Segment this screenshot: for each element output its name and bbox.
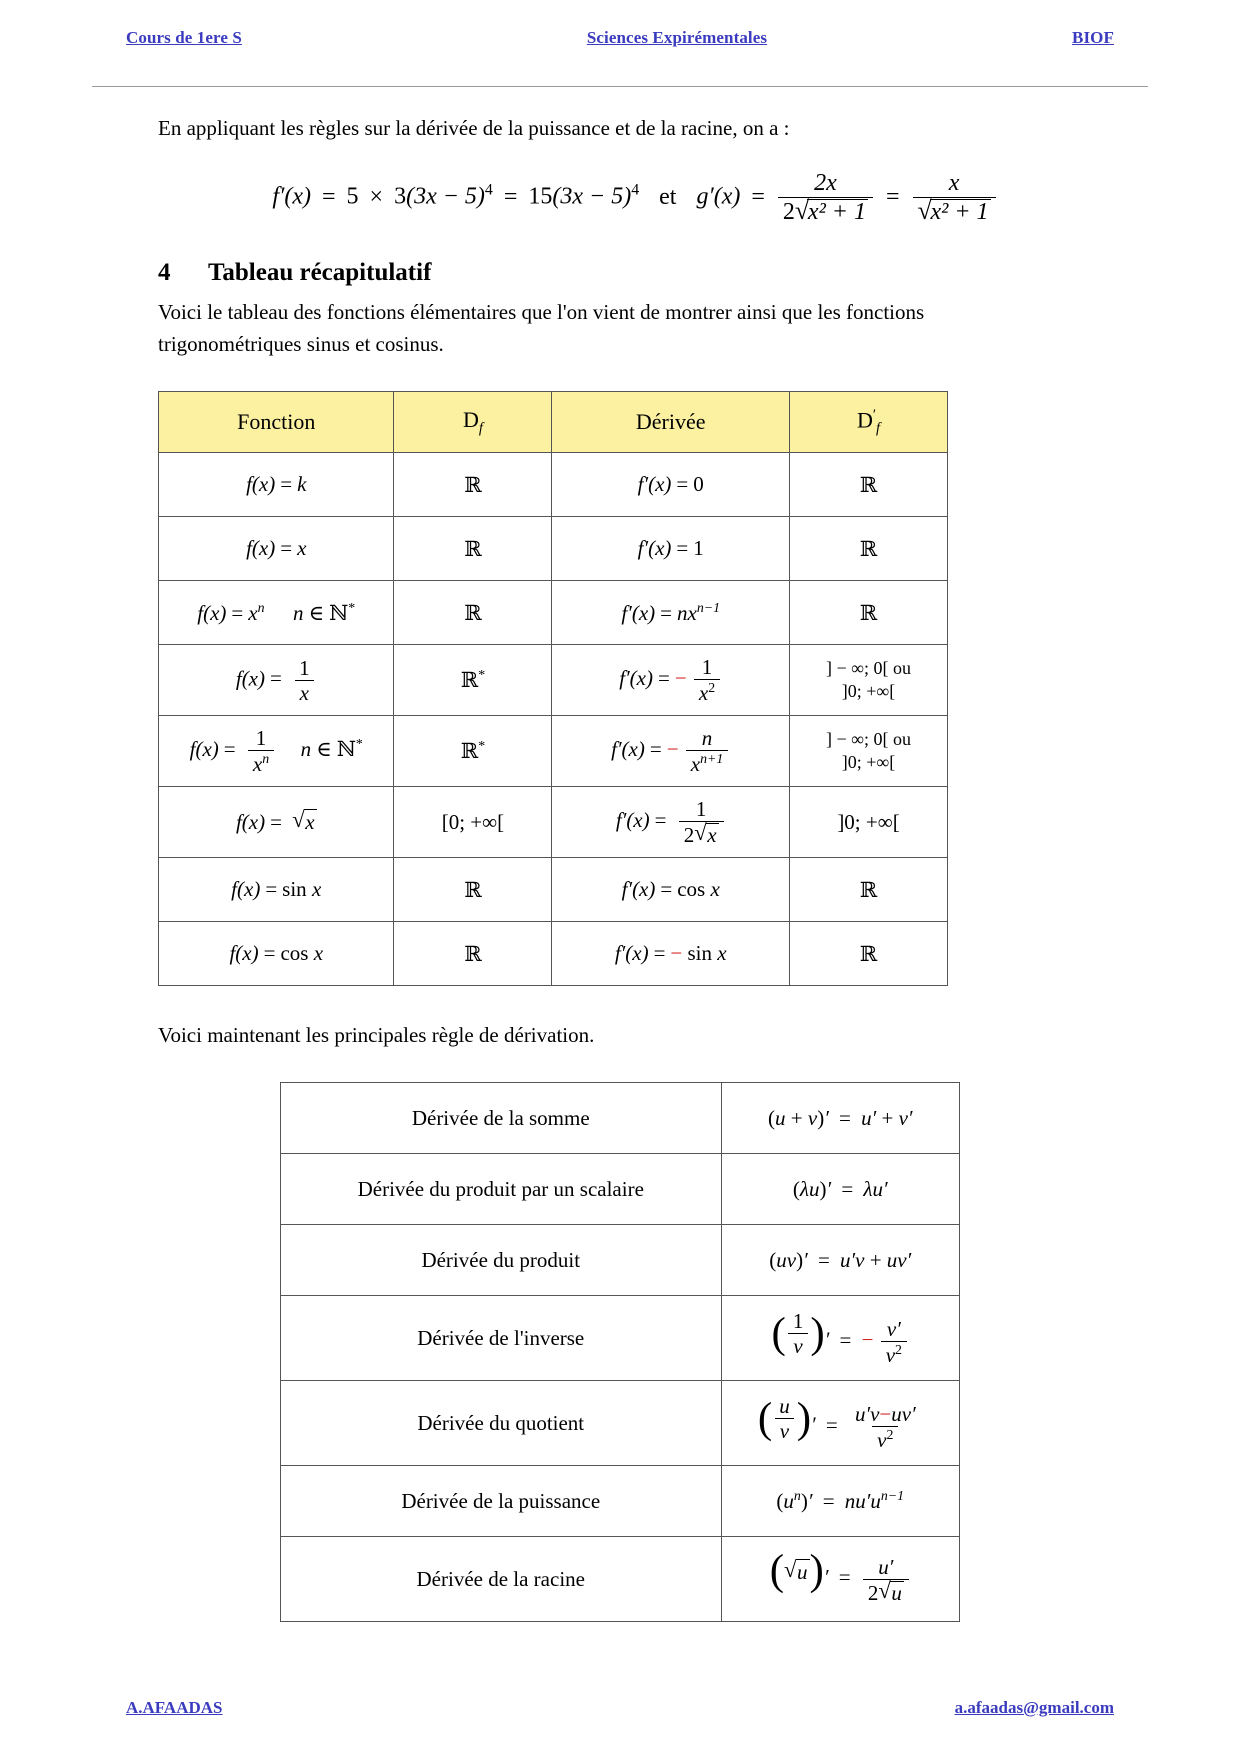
- eq-den-2: [913, 197, 996, 225]
- tok-xparen: (x): [251, 536, 276, 561]
- minus-sign: −: [670, 941, 683, 966]
- tok-x: x: [311, 877, 322, 902]
- display-equation: $f'(x) = 5 \times 3(3x - 5)^4 = 15(3x - 5)^4$ et g′(x) = $\frac{2x}{\text{2 √ x² + 1}}$ = x √ x² + 1: [92, 171, 1148, 225]
- tok-eq: =: [660, 600, 672, 625]
- tok-n: n: [300, 736, 312, 761]
- header-dfp-prime-mark: ′: [872, 406, 877, 423]
- rules-intro-paragraph: Voici maintenant les principales règle de dérivation.: [158, 1023, 595, 1048]
- tok-f: f: [197, 600, 204, 625]
- tok-f: f: [637, 472, 644, 497]
- tok-f: f: [619, 665, 626, 690]
- minus-sign: −: [674, 665, 687, 690]
- cell-fonction: [159, 581, 394, 645]
- eq-equals-2: =: [503, 183, 518, 210]
- tok-f: f: [614, 941, 621, 966]
- cell-domain: ℝ: [394, 581, 552, 645]
- tok-eq: =: [263, 941, 276, 966]
- table-row: [159, 645, 948, 716]
- eq-den-2-rad: x² + 1: [930, 199, 989, 226]
- rule-label: Dérivée du quotient: [281, 1381, 722, 1466]
- cell-domain-prime: ℝ: [790, 581, 948, 645]
- cell-domain: ℝ: [394, 922, 552, 986]
- rule-label: Dérivée de la somme: [281, 1083, 722, 1154]
- rule-label: Dérivée de l'inverse: [281, 1296, 722, 1381]
- tok-N: ℕ: [336, 736, 356, 761]
- tok-R: ℝ: [460, 668, 479, 693]
- tok-eq: =: [270, 665, 282, 690]
- tok-two: 2: [683, 823, 695, 848]
- header-df: [394, 392, 552, 453]
- sqrt-icon: √ u: [784, 1559, 810, 1585]
- tok-f: f: [246, 472, 252, 497]
- cell-domain: ℝ: [394, 858, 552, 922]
- tok-eq: =: [657, 665, 670, 690]
- cell-fonction: [159, 787, 394, 858]
- tok-eq: =: [676, 472, 689, 497]
- cell-derivee: f′(x) = 0: [552, 453, 790, 517]
- tok-x: x: [248, 600, 258, 625]
- eq-num-1: 2x: [814, 169, 837, 196]
- cell-domain-prime: [790, 645, 948, 716]
- header-left: Cours de 1ere S: [126, 28, 242, 47]
- tok-star: *: [355, 735, 363, 751]
- frac-den: [694, 679, 720, 704]
- tok-exp-n: n: [262, 751, 270, 767]
- tok-star: *: [478, 738, 486, 754]
- tok-xparen: (x): [241, 665, 265, 690]
- frac-num: 1: [695, 797, 707, 822]
- eq-equals-4: =: [885, 183, 900, 210]
- eq-equals-3: =: [751, 183, 765, 210]
- eq-equals-1: =: [321, 183, 336, 210]
- eq-conjunction: et: [659, 183, 677, 210]
- table-row: [281, 1154, 960, 1225]
- tok-x: x: [707, 823, 717, 848]
- header-derivee: Dérivée: [552, 392, 790, 453]
- tok-eq: =: [270, 810, 282, 835]
- tok-two: 2: [708, 680, 716, 696]
- eq-fraction-2: [913, 171, 996, 225]
- cell-derivee: f′(x) = 1: [552, 517, 790, 581]
- tok-eq: =: [676, 536, 689, 561]
- tok-xparen: (x): [648, 536, 672, 561]
- eq-num-2: x: [948, 169, 960, 196]
- eq-f-arg: (x): [284, 183, 311, 210]
- tok-exp-np1: n+1: [700, 751, 724, 767]
- tok-xparen: (x): [632, 877, 656, 902]
- sqrt-icon: [292, 809, 316, 835]
- tok-x: x: [252, 752, 263, 777]
- tok-exp-nm1: n−1: [696, 599, 721, 615]
- section-title: Tableau récapitulatif: [208, 259, 432, 287]
- tok-f: f: [615, 807, 622, 832]
- derivatives-table: [158, 391, 948, 986]
- table-row: [281, 1083, 960, 1154]
- cell-domain-prime: ℝ: [790, 858, 948, 922]
- sqrt-icon: [694, 823, 718, 846]
- tok-xparen: (x): [625, 941, 649, 966]
- rule-formula: (u + v)′ = u′ + v′: [721, 1083, 960, 1154]
- fraction: [294, 657, 315, 704]
- tok-eq: =: [265, 877, 278, 902]
- tok-f: f: [611, 736, 617, 761]
- tok-exp-n: n: [257, 599, 265, 615]
- interval-line-2: ]0; +∞[: [841, 681, 896, 702]
- rule-formula: ( √ u ) ′ = $\frac{u'}{2 √ u}$: [721, 1537, 960, 1622]
- table-row: [281, 1381, 960, 1466]
- cell-fonction: [159, 453, 394, 517]
- section-heading: [158, 259, 1148, 287]
- tok-x: x: [313, 941, 324, 966]
- footer-email[interactable]: a.afaadas@gmail.com: [954, 1698, 1114, 1717]
- cell-domain: [394, 645, 552, 716]
- frac-num: 1: [255, 726, 267, 751]
- table-header-row: [159, 392, 948, 453]
- rule-label: Dérivée de la racine: [281, 1537, 722, 1622]
- header-dfp-letter: D: [856, 407, 873, 433]
- rule-label: Dérivée du produit: [281, 1225, 722, 1296]
- tok-f: f: [235, 810, 242, 835]
- eq-base-1: (3x − 5): [406, 183, 485, 210]
- cell-derivee: f′(x) = − sin x: [552, 922, 790, 986]
- interval-line-1: ] − ∞; 0[ ou: [826, 658, 911, 679]
- table-row: [159, 716, 948, 787]
- tok-f: f: [231, 877, 238, 902]
- minus-sign: −: [666, 736, 679, 761]
- tok-f: f: [235, 665, 242, 690]
- cell-domain-prime: ℝ: [790, 922, 948, 986]
- frac-den: [686, 750, 729, 775]
- tok-x: x: [687, 600, 697, 625]
- frac-num: 1: [299, 655, 310, 680]
- tok-sin: sin: [282, 877, 307, 902]
- cell-domain-prime: [790, 716, 948, 787]
- sqrt-icon: [795, 199, 868, 225]
- tok-k: k: [297, 472, 307, 497]
- tok-f: f: [621, 877, 628, 902]
- eq-g: g: [696, 183, 709, 210]
- table-row: [281, 1296, 960, 1381]
- eq-three: 3: [394, 183, 407, 210]
- table-row: [281, 1225, 960, 1296]
- cell-fonction: [159, 716, 394, 787]
- interval-line-2: ]0; +∞[: [841, 752, 896, 773]
- tok-x: x: [698, 681, 709, 706]
- rule-formula: ( $\frac{1}{v}$ ) ′ = − $\frac{v'}{v^2}$: [721, 1296, 960, 1381]
- rule-formula: (λu)′ = λu′: [721, 1154, 960, 1225]
- header-dfp-sub: f: [876, 420, 881, 437]
- cell-derivee: f′(x) = cos x: [552, 858, 790, 922]
- table-row: [159, 787, 948, 858]
- tok-xparen: (x): [621, 736, 645, 761]
- header-rule: [92, 86, 1148, 87]
- tok-x: x: [305, 810, 315, 835]
- tok-f: f: [229, 941, 236, 966]
- tok-zero: 0: [693, 472, 704, 497]
- table-row: [159, 581, 948, 645]
- tok-eq: =: [223, 736, 236, 761]
- tok-eq: =: [660, 877, 673, 902]
- cell-fonction: [159, 645, 394, 716]
- tok-f: f: [189, 736, 196, 761]
- cell-derivee: f′(x) = − $\frac{1}{x^2}$: [552, 645, 790, 716]
- rule-label: Dérivée de la puissance: [281, 1466, 722, 1537]
- tok-xparen: (x): [648, 472, 672, 497]
- eq-den-1: [778, 197, 873, 225]
- fraction: [248, 727, 274, 775]
- section-number: 4: [158, 259, 171, 287]
- eq-f: f: [272, 183, 280, 210]
- header-df-sub: f: [478, 420, 483, 437]
- tok-x: x: [717, 941, 727, 966]
- fraction: [686, 727, 729, 775]
- tok-eq: =: [280, 472, 293, 497]
- fraction: [694, 656, 720, 704]
- eq-fraction-1: [778, 171, 873, 225]
- header-df-prime: [790, 392, 948, 453]
- tok-R: ℝ: [460, 739, 479, 764]
- cell-domain: ℝ: [394, 453, 552, 517]
- tok-cos: cos: [280, 941, 309, 966]
- eq-g-arg: (x): [713, 183, 741, 210]
- tok-xparen: (x): [251, 472, 276, 497]
- cell-derivee: f′(x) = $\frac{1}{2 √ x}$: [552, 787, 790, 858]
- eq-exp-2: 4: [631, 181, 640, 199]
- frac-num: n: [701, 726, 713, 751]
- tok-sin: sin: [687, 941, 713, 966]
- cell-domain-prime: ℝ: [790, 453, 948, 517]
- tok-cos: cos: [677, 877, 706, 902]
- header-fonction: Fonction: [159, 392, 394, 453]
- page-header: [92, 28, 1148, 48]
- table-row: [159, 922, 948, 986]
- cell-domain: [394, 716, 552, 787]
- tok-x: x: [690, 752, 701, 777]
- eq-den-1-rad: x² + 1: [807, 199, 866, 226]
- cell-derivee: f′(x) = − $\frac{n}{x^{n+1}}$: [552, 716, 790, 787]
- cell-fonction: [159, 922, 394, 986]
- tok-xparen: (x): [631, 600, 656, 625]
- fraction: [679, 798, 724, 846]
- tok-xparen: (x): [629, 665, 653, 690]
- rule-formula: $(u^n)' = nu'u^{n-1}$: [721, 1466, 960, 1537]
- tok-n: n: [676, 600, 688, 625]
- tok-one: 1: [693, 536, 704, 561]
- tok-eq: =: [654, 807, 667, 832]
- table-row: [159, 517, 948, 581]
- frac-den: [248, 750, 274, 775]
- rule-formula: ( $\frac{u}{v}$ ) ′ = $\frac{u'v-uv'}{v^2}$: [721, 1381, 960, 1466]
- tok-xparen: (x): [235, 941, 259, 966]
- rule-formula: (uv)′ = u′v + uv′: [721, 1225, 960, 1296]
- eq-five: 5: [346, 183, 359, 210]
- cell-domain-prime: ]0; +∞[: [790, 787, 948, 858]
- sqrt-icon: √ u: [878, 1581, 904, 1604]
- tok-eq: =: [649, 736, 662, 761]
- cell-domain-prime: ℝ: [790, 517, 948, 581]
- tok-N: ℕ: [329, 600, 349, 625]
- tok-x: x: [710, 877, 720, 902]
- frac-den: [679, 821, 724, 846]
- tok-star: *: [348, 599, 356, 615]
- sqrt-icon: [918, 199, 991, 225]
- eq-exp-1: 4: [484, 181, 493, 199]
- tok-eq: =: [231, 600, 244, 625]
- table-row: [281, 1466, 960, 1537]
- table-row: [159, 453, 948, 517]
- derivation-rules-table: [280, 1082, 960, 1622]
- interval-line-1: ] − ∞; 0[ ou: [826, 729, 911, 750]
- eq-base-2: (3x − 5): [552, 183, 632, 210]
- tok-f: f: [637, 536, 644, 561]
- tok-eq: =: [280, 536, 293, 561]
- table-row: [281, 1537, 960, 1622]
- table-row: [159, 858, 948, 922]
- header-right: BIOF: [1072, 28, 1114, 47]
- eq-times: ×: [369, 183, 384, 210]
- tok-xparen: (x): [195, 736, 219, 761]
- intro-paragraph: En appliquant les règles sur la dérivée de la puissance et de la racine, on a :: [158, 116, 790, 140]
- frac-num: 1: [701, 655, 713, 680]
- tok-xparen: (x): [203, 600, 227, 625]
- eq-den-1-coef: 2: [782, 199, 795, 226]
- tok-x: x: [297, 536, 307, 561]
- tok-n: n: [293, 600, 304, 625]
- tok-in: ∈: [316, 736, 332, 761]
- section-paragraph: Voici le tableau des fonctions élémentaires que l'on vient de montrer ainsi que les fonctions trigonométriques sinus et cosinus.: [158, 300, 925, 357]
- tok-xparen: (x): [237, 877, 261, 902]
- cell-fonction: [159, 858, 394, 922]
- page-footer: [92, 1698, 1148, 1718]
- tok-f: f: [621, 600, 628, 625]
- frac-den: x: [295, 680, 314, 704]
- header-center: Sciences Expirémentales: [586, 28, 768, 47]
- tok-xparen: (x): [626, 807, 650, 832]
- footer-author: A.AFAADAS: [126, 1698, 223, 1717]
- tok-xparen: (x): [241, 810, 266, 835]
- eq-fifteen: 15: [528, 183, 553, 210]
- cell-domain: ℝ: [394, 517, 552, 581]
- tok-eq: =: [653, 941, 666, 966]
- cell-domain: [0; +∞[: [394, 787, 552, 858]
- cell-derivee: $f'(x) = nx^{n-1}$: [552, 581, 790, 645]
- cell-fonction: [159, 517, 394, 581]
- tok-star: *: [478, 667, 486, 683]
- rule-label: Dérivée du produit par un scalaire: [281, 1154, 722, 1225]
- tok-f: f: [246, 536, 252, 561]
- header-df-letter: D: [462, 406, 479, 432]
- tok-in: ∈: [308, 600, 325, 625]
